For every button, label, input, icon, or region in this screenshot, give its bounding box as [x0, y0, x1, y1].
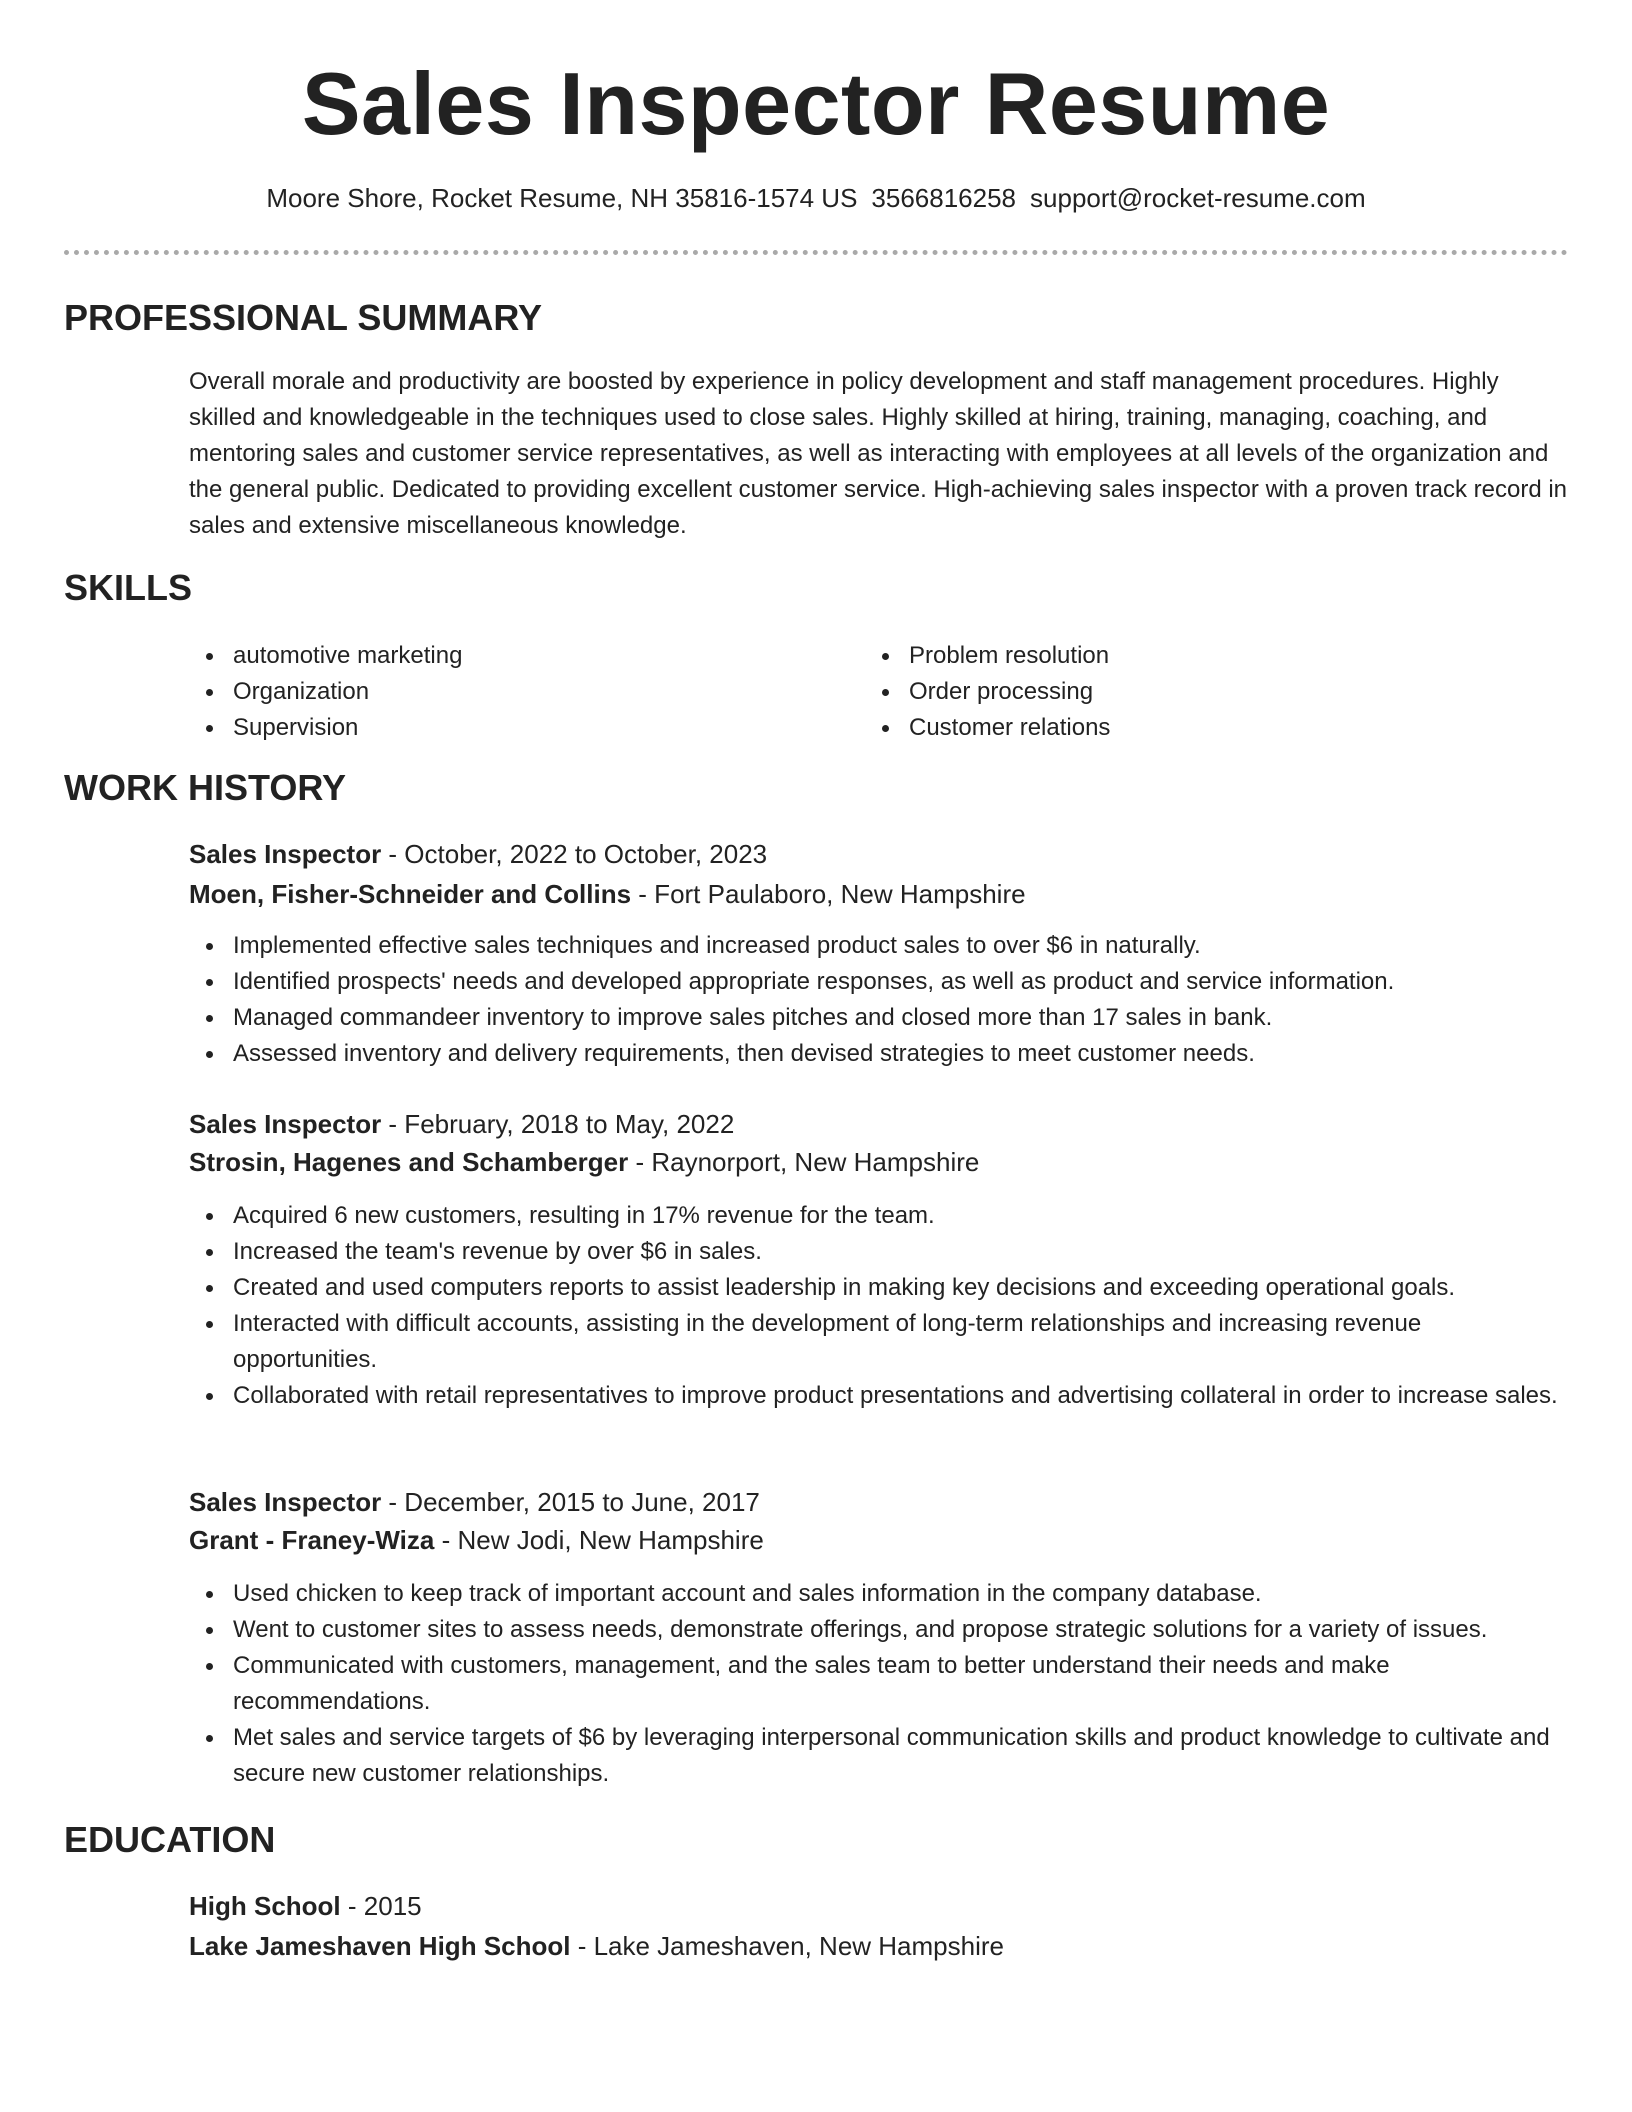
- header-divider: [64, 250, 1568, 255]
- job-bullets: [189, 1198, 1569, 1414]
- skills-list-right: [865, 638, 1485, 746]
- job-location: - Raynorport, New Hampshire: [628, 1147, 980, 1177]
- summary-text: Overall morale and productivity are boosted by experience in policy development and staff management procedures. Highly skilled and knowledgeable in the techniques used to close sales. Highly skilled at hiring, training, managing, coaching, and mentoring sales and customer service representatives, as well as interacting with employees at all levels of the organization and the general public. Dedicated to providing excellent customer service. High-achieving sales inspector with a proven track record in sales and extensive miscellaneous knowledge.: [189, 368, 1568, 539]
- list-item: Used chicken to keep track of important account and sales information in the company database.: [189, 1576, 1569, 1612]
- list-item: Created and used computers reports to assist leadership in making key decisions and exceeding operational goals.: [189, 1270, 1569, 1306]
- job-location: - Fort Paulaboro, New Hampshire: [631, 879, 1026, 909]
- list-item: Interacted with difficult accounts, assisting in the development of long-term relationships and increasing revenue opportunities.: [189, 1306, 1569, 1378]
- job-dates: - October, 2022 to October, 2023: [381, 839, 768, 869]
- skill-item: Organization: [189, 674, 809, 710]
- contact-address: Moore Shore, Rocket Resume, NH 35816-1574 US: [266, 183, 858, 213]
- list-item: Went to customer sites to assess needs, demonstrate offerings, and propose strategic solutions for a variety of issues.: [189, 1612, 1569, 1648]
- skill-item: automotive marketing: [189, 638, 809, 674]
- education-degree: High School: [189, 1891, 341, 1921]
- job-location: - New Jodi, New Hampshire: [434, 1525, 764, 1555]
- job-company: Strosin, Hagenes and Schamberger: [189, 1147, 629, 1177]
- education-year: - 2015: [340, 1891, 422, 1921]
- skills-list-left: [189, 638, 809, 746]
- job-title-line: [189, 1106, 734, 1142]
- skill-item: Customer relations: [865, 710, 1485, 746]
- education-school-line: [189, 1928, 1004, 1964]
- job-title: Sales Inspector: [189, 839, 382, 869]
- summary-heading: PROFESSIONAL SUMMARY: [64, 297, 543, 338]
- skills-heading: SKILLS: [64, 567, 193, 608]
- education-school: Lake Jameshaven High School: [189, 1931, 571, 1961]
- list-item: Identified prospects' needs and developed appropriate responses, as well as product and service information.: [189, 964, 1569, 1000]
- job-company: Grant - Franey-Wiza: [189, 1525, 435, 1555]
- resume-title: Sales Inspector Resume: [301, 54, 1331, 153]
- list-item: Implemented effective sales techniques and increased product sales to over $6 in naturally.: [189, 928, 1569, 964]
- list-item: Increased the team's revenue by over $6 in sales.: [189, 1234, 1569, 1270]
- list-item: Assessed inventory and delivery requirements, then devised strategies to meet customer needs.: [189, 1036, 1569, 1072]
- skill-item: Supervision: [189, 710, 809, 746]
- list-item: Communicated with customers, management, and the sales team to better understand their needs and make recommendations.: [189, 1648, 1569, 1720]
- job-title: Sales Inspector: [189, 1487, 382, 1517]
- contact-line: [0, 180, 1632, 216]
- job-bullets: [189, 928, 1569, 1072]
- job-dates: - February, 2018 to May, 2022: [381, 1109, 735, 1139]
- job-company: Moen, Fisher-Schneider and Collins: [189, 879, 632, 909]
- job-company-line: [189, 876, 1026, 912]
- job-title-line: [189, 836, 767, 872]
- list-item: Managed commandeer inventory to improve sales pitches and closed more than 17 sales in bank.: [189, 1000, 1569, 1036]
- list-item: Collaborated with retail representatives to improve product presentations and advertising collateral in order to increase sales.: [189, 1378, 1569, 1414]
- work-heading: WORK HISTORY: [64, 767, 347, 808]
- job-bullets: [189, 1576, 1569, 1792]
- skill-item: Order processing: [865, 674, 1485, 710]
- job-dates: - December, 2015 to June, 2017: [381, 1487, 760, 1517]
- contact-email: support@rocket-resume.com: [1030, 183, 1366, 213]
- education-heading: EDUCATION: [64, 1819, 276, 1860]
- skill-item: Problem resolution: [865, 638, 1485, 674]
- job-company-line: [189, 1522, 764, 1558]
- education-location: - Lake Jameshaven, New Hampshire: [570, 1931, 1004, 1961]
- list-item: Met sales and service targets of $6 by leveraging interpersonal communication skills and product knowledge to cultivate and secure new customer relationships.: [189, 1720, 1569, 1792]
- job-company-line: [189, 1144, 979, 1180]
- list-item: Acquired 6 new customers, resulting in 17% revenue for the team.: [189, 1198, 1569, 1234]
- contact-phone: 3566816258: [871, 183, 1017, 213]
- education-degree-line: [189, 1888, 422, 1924]
- job-title-line: [189, 1484, 760, 1520]
- job-title: Sales Inspector: [189, 1109, 382, 1139]
